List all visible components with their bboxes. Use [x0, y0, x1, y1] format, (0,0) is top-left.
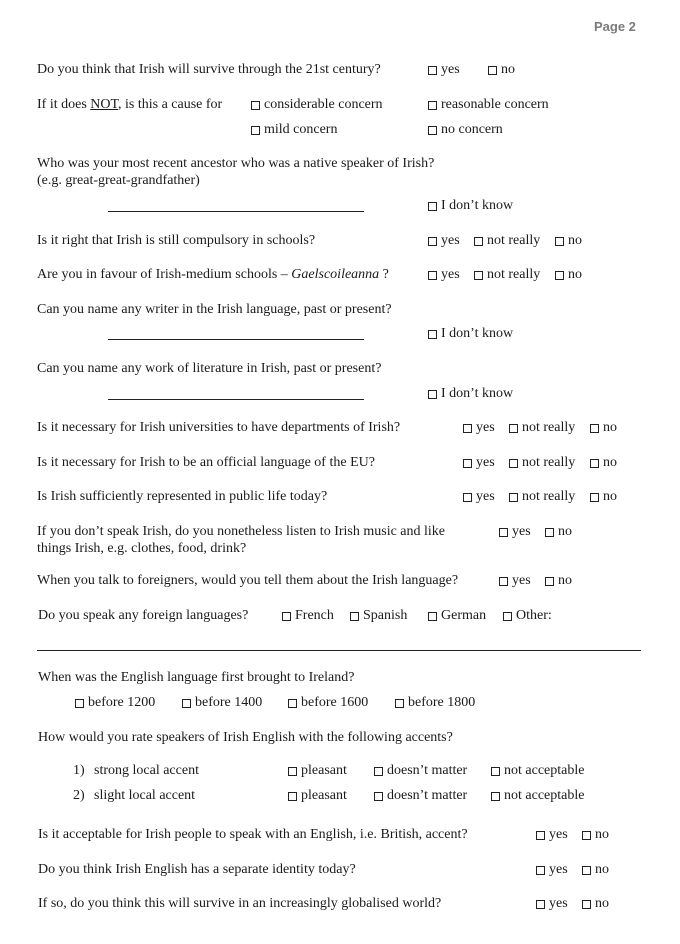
public-not-really-option[interactable]: not really — [509, 489, 575, 505]
question-foreign-languages: Do you speak any foreign languages? — [38, 608, 249, 623]
survive-yes-option[interactable]: yes — [428, 62, 460, 78]
before-1200-option[interactable]: before 1200 — [75, 695, 155, 711]
question-music-line2: things Irish, e.g. clothes, food, drink? — [37, 541, 247, 556]
question-british-accent: Is it acceptable for Irish people to speak with an English, i.e. British, accent? — [38, 827, 468, 842]
work-answer-line[interactable] — [108, 399, 364, 400]
question-globalised: If so, do you think this will survive in an increasingly globalised world? — [38, 896, 442, 911]
question-work: Can you name any work of literature in Irish, past or present? — [37, 361, 382, 376]
section-divider — [37, 650, 641, 651]
question-rate-accents: How would you rate speakers of Irish English with the following accents? — [38, 730, 453, 745]
compulsory-not-really-option[interactable]: not really — [474, 233, 540, 249]
compulsory-yes-option[interactable]: yes — [428, 233, 460, 249]
medium-yes-option[interactable]: yes — [428, 267, 460, 283]
other-option[interactable]: Other: — [503, 608, 552, 624]
public-no-option[interactable]: no — [590, 489, 617, 505]
accent2-not-acceptable-option[interactable]: not acceptable — [491, 788, 584, 804]
accent1-pleasant-option[interactable]: pleasant — [288, 763, 347, 779]
universities-not-really-option[interactable]: not really — [509, 420, 575, 436]
survive-no-option[interactable]: no — [488, 62, 515, 78]
question-ancestor: Who was your most recent ancestor who was a native speaker of Irish? — [37, 156, 435, 171]
medium-not-really-option[interactable]: not really — [474, 267, 540, 283]
accent1-not-acceptable-option[interactable]: not acceptable — [491, 763, 584, 779]
reasonable-concern-option[interactable]: reasonable concern — [428, 97, 549, 113]
identity-no-option[interactable]: no — [582, 862, 609, 878]
no-concern-option[interactable]: no concern — [428, 122, 503, 138]
work-idk-option[interactable]: I don’t know — [428, 386, 513, 402]
before-1400-option[interactable]: before 1400 — [182, 695, 262, 711]
question-music: If you don’t speak Irish, do you nonetheless listen to Irish music and like — [37, 524, 446, 539]
foreigners-yes-option[interactable]: yes — [499, 573, 531, 589]
medium-no-option[interactable]: no — [555, 267, 582, 283]
checkbox[interactable] — [428, 66, 437, 75]
accent-2-number: 2) — [73, 788, 85, 803]
spanish-option[interactable]: Spanish — [350, 608, 407, 624]
before-1800-option[interactable]: before 1800 — [395, 695, 475, 711]
compulsory-no-option[interactable]: no — [555, 233, 582, 249]
question-public-life: Is Irish sufficiently represented in public life today? — [37, 489, 328, 504]
public-yes-option[interactable]: yes — [463, 489, 495, 505]
french-option[interactable]: French — [282, 608, 334, 624]
accent-1-label: strong local accent — [94, 763, 199, 778]
question-cause: If it does NOT, is this a cause for — [37, 97, 223, 112]
question-english-first: When was the English language first brought to Ireland? — [38, 670, 355, 685]
british-no-option[interactable]: no — [582, 827, 609, 843]
accent-2-label: slight local accent — [94, 788, 196, 803]
writer-idk-option[interactable]: I don’t know — [428, 326, 513, 342]
mild-concern-option[interactable]: mild concern — [251, 122, 337, 138]
writer-answer-line[interactable] — [108, 339, 364, 340]
question-compulsory: Is it right that Irish is still compulsory in schools? — [37, 233, 316, 248]
ancestor-answer-line[interactable] — [108, 211, 364, 212]
foreigners-no-option[interactable]: no — [545, 573, 572, 589]
universities-no-option[interactable]: no — [590, 420, 617, 436]
question-ancestor-example: (e.g. great-great-grandfather) — [37, 173, 200, 188]
question-survive: Do you think that Irish will survive through the 21st century? — [37, 62, 381, 77]
page-number: Page 2 — [594, 19, 636, 34]
accent2-pleasant-option[interactable]: pleasant — [288, 788, 347, 804]
question-identity: Do you think Irish English has a separate identity today? — [38, 862, 356, 877]
universities-yes-option[interactable]: yes — [463, 420, 495, 436]
before-1600-option[interactable]: before 1600 — [288, 695, 368, 711]
eu-no-option[interactable]: no — [590, 455, 617, 471]
music-no-option[interactable]: no — [545, 524, 572, 540]
checkbox[interactable] — [488, 66, 497, 75]
british-yes-option[interactable]: yes — [536, 827, 568, 843]
eu-not-really-option[interactable]: not really — [509, 455, 575, 471]
question-eu: Is it necessary for Irish to be an official language of the EU? — [37, 455, 375, 470]
music-yes-option[interactable]: yes — [499, 524, 531, 540]
accent2-doesnt-matter-option[interactable]: doesn’t matter — [374, 788, 467, 804]
question-universities: Is it necessary for Irish universities to have departments of Irish? — [37, 420, 401, 435]
accent1-doesnt-matter-option[interactable]: doesn’t matter — [374, 763, 467, 779]
globalised-yes-option[interactable]: yes — [536, 896, 568, 912]
identity-yes-option[interactable]: yes — [536, 862, 568, 878]
question-writer: Can you name any writer in the Irish language, past or present? — [37, 302, 392, 317]
eu-yes-option[interactable]: yes — [463, 455, 495, 471]
considerable-concern-option[interactable]: considerable concern — [251, 97, 383, 113]
accent-1-number: 1) — [73, 763, 85, 778]
ancestor-idk-option[interactable]: I don’t know — [428, 198, 513, 214]
globalised-no-option[interactable]: no — [582, 896, 609, 912]
question-medium-schools: Are you in favour of Irish-medium schools – Gaelscoileanna ? — [37, 267, 389, 282]
question-foreigners: When you talk to foreigners, would you tell them about the Irish language? — [37, 573, 459, 588]
german-option[interactable]: German — [428, 608, 486, 624]
